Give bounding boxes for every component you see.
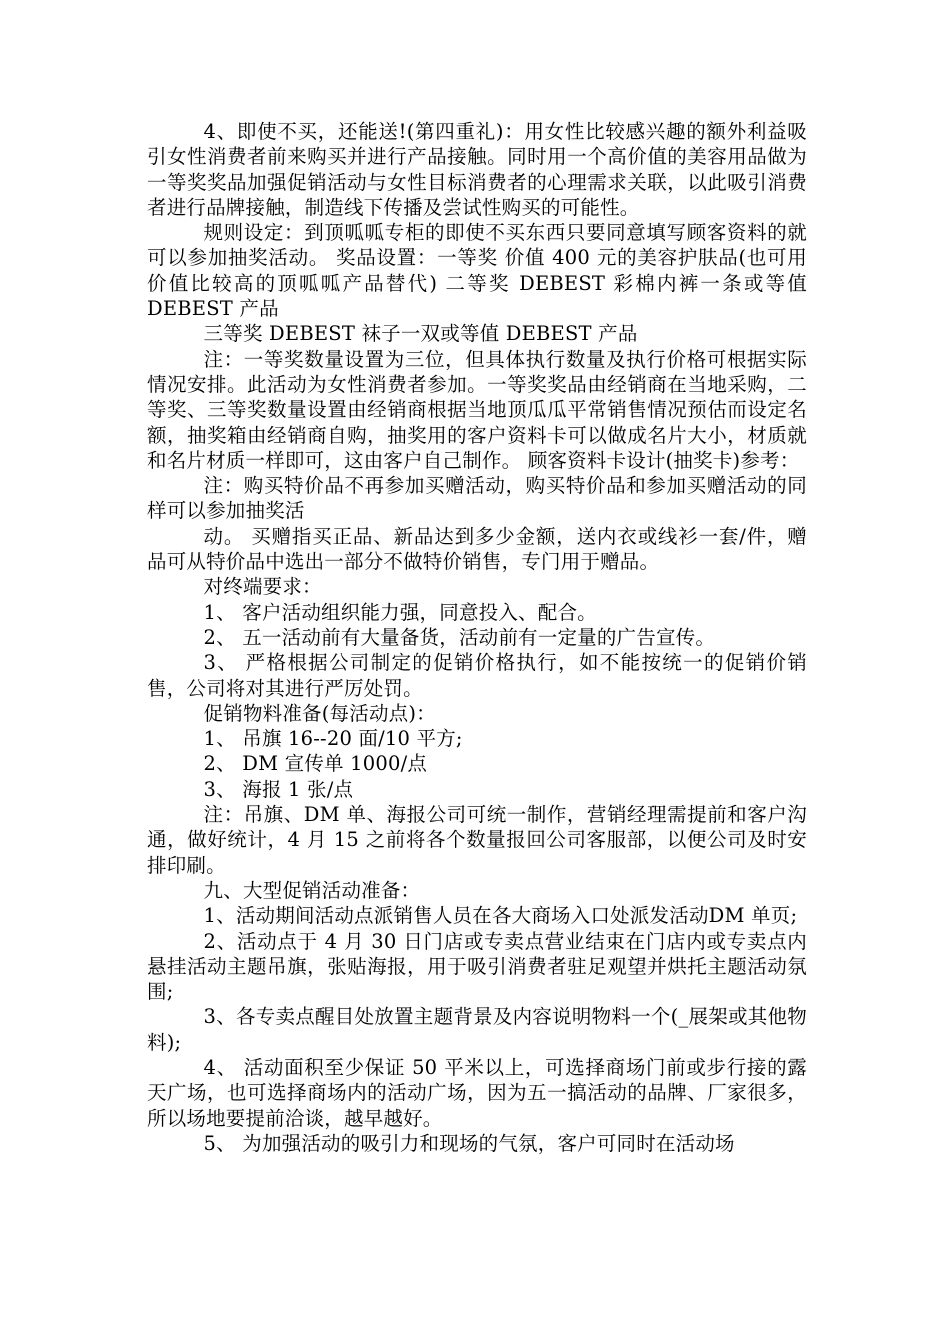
paragraph-buy-gift: 动。 买赠指买正品、新品达到多少金额，送内衣或线衫一套/件，赠品可从特价品中选出一部分不做特价销售，专门用于赠品。 [147, 524, 807, 574]
list-item-prep-3: 3、各专卖点醒目处放置主题背景及内容说明物料一个(_展架或其他物料); [147, 1005, 807, 1054]
paragraph-rule-setting: 规则设定：到顶呱呱专柜的即使不买东西只要同意填写顾客资料的就可以参加抽奖活动。 奖品设置：一等奖 价值 400 元的美容护肤品(也可用价值比较高的顶呱呱产品替代) 二等奖 DEBEST 彩棉内裤一条或等值 DEBEST 产品 [147, 221, 807, 321]
list-item-prep-2: 2、活动点于 4 月 30 日门店或专卖点营业结束在门店内或专卖点内悬挂活动主题吊旗，张贴海报，用于吸引消费者驻足观望并烘托主题活动氛围; [147, 929, 807, 1004]
paragraph-third-prize: 三等奖 DEBEST 袜子一双或等值 DEBEST 产品 [203, 322, 638, 346]
list-item-material-3: 3、 海报 1 张/点 [203, 777, 354, 801]
section-heading-nine: 九、大型促销活动准备： [203, 878, 421, 902]
paragraph-gift-rule: 4、即使不买，还能送!(第四重礼)：用女性比较感兴趣的额外利益吸引女性消费者前来购买并进行产品接触。同时用一个高价值的美容用品做为一等奖奖品加强促销活动与女性目标消费者的心理需求关联，以此吸引消费者进行品牌接触，制造线下传播及尝试性购买的可能性。 [147, 120, 807, 219]
list-item-requirement-2: 2、 五一活动前有大量备货，活动前有一定量的广告宣传。 [203, 625, 716, 649]
paragraph-prize-note: 注：一等奖数量设置为三位，但具体执行数量及执行价格可根据实际情况安排。此活动为女性消费者参加。一等奖奖品由经销商在当地采购，二等奖、三等奖数量设置由经销商根据当地顶瓜瓜平常销售情况预估而设定名额，抽奖箱由经销商自购，抽奖用的客户资料卡可以做成名片大小，材质就和名片材质一样即可，这由客户自己制作。 顾客资料卡设计(抽奖卡)参考： [147, 347, 807, 472]
list-item-prep-5: 5、 为加强活动的吸引力和现场的气氛，客户可同时在活动场 [203, 1131, 735, 1155]
paragraph-materials-note: 注：吊旗、DM 单、海报公司可统一制作，营销经理需提前和客户沟通，做好统计，4 月 15 之前将各个数量报回公司客服部，以便公司及时安排印刷。 [147, 803, 807, 877]
list-item-requirement-1: 1、 客户活动组织能力强，同意投入、配合。 [203, 600, 597, 624]
list-item-material-2: 2、 DM 宣传单 1000/点 [203, 752, 428, 776]
paragraph-special-price-note: 注：购买特价品不再参加买赠活动，购买特价品和参加买赠活动的同样可以参加抽奖活 [147, 474, 807, 523]
list-item-material-1: 1、 吊旗 16--20 面/10 平方; [203, 727, 463, 751]
paragraph-terminal-requirements: 对终端要求： [203, 575, 322, 599]
document-body [147, 119, 807, 1156]
list-item-prep-1: 1、活动期间活动点派销售人员在各大商场入口处派发活动DM 单页; [203, 904, 798, 928]
paragraph-materials-heading: 促销物料准备(每活动点)： [203, 701, 436, 725]
list-item-requirement-3: 3、 严格根据公司制定的促销价格执行，如不能按统一的促销价销售，公司将对其进行严厉处罚。 [147, 651, 807, 700]
list-item-prep-4: 4、 活动面积至少保证 50 平米以上，可选择商场门前或步行接的露天广场，也可选择商场内的活动广场，因为五一搞活动的品牌、厂家很多，所以场地要提前洽谈，越早越好。 [147, 1055, 807, 1130]
